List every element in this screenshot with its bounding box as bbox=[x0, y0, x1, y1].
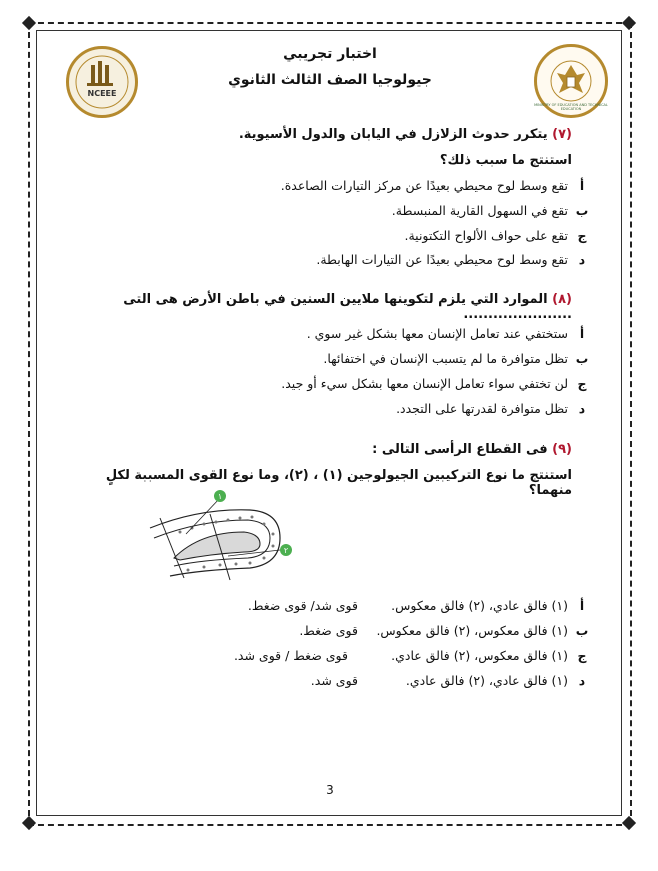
geological-cross-section-diagram bbox=[140, 488, 300, 588]
question-number: (٨) bbox=[552, 292, 572, 307]
question-number: (٩) bbox=[552, 442, 572, 457]
question-text: يتكرر حدوث الزلازل في اليابان والدول الأسيوية. bbox=[238, 127, 548, 142]
option-text: تقع وسط لوح محيطي بعيدًا عن مركز التيارات الصاعدة. bbox=[280, 178, 569, 193]
option-text: ستختفي عند تعامل الإنسان معها بشكل غير سوي . bbox=[306, 326, 569, 341]
option-letter: ب bbox=[575, 203, 589, 218]
option-text: تقع على حواف الألواح التكتونية. bbox=[404, 228, 569, 243]
option-letter: أ bbox=[579, 598, 585, 613]
question-number: (٧) bbox=[552, 127, 572, 142]
ministry-logo bbox=[534, 44, 608, 118]
option-letter: أ bbox=[579, 178, 585, 193]
option-text: (١) فالق معكوس، (٢) فالق معكوس. bbox=[376, 623, 569, 638]
option-text: تقع في السهول القارية المنبسطة. bbox=[391, 203, 569, 218]
option-letter: د bbox=[578, 252, 586, 267]
option-force: قوى ضغط. bbox=[299, 623, 358, 638]
page-border-inner bbox=[36, 30, 622, 816]
option-letter: د bbox=[578, 673, 586, 688]
option-force: قوى شد. bbox=[310, 673, 358, 688]
option-letter: د bbox=[578, 401, 586, 416]
option-letter: ج bbox=[577, 228, 587, 243]
option-row[interactable] bbox=[92, 228, 592, 243]
question-text: الموارد التي يلزم لتكوينها ملايين السنين في باطن الأرض هى التى ...................... bbox=[123, 292, 572, 322]
option-force: قوى ضغط / قوى شد. bbox=[233, 648, 348, 663]
option-text: تظل متوافرة لقدرتها على التجدد. bbox=[396, 401, 569, 416]
option-force: قوى شد/ قوى ضغط. bbox=[247, 598, 358, 613]
option-letter: ج bbox=[577, 376, 587, 391]
option-text: (١) فالق عادي، (٢) فالق معكوس. bbox=[391, 598, 569, 613]
option-text: تظل متوافرة ما لم يتسبب الإنسان في اختفائها. bbox=[323, 351, 569, 366]
question-9-sub: استنتج ما نوع التركيبين الجيولوجين (١) ، (٢)، وما نوع القوى المسببة لكلٍ منهما؟ bbox=[105, 468, 572, 498]
option-letter: ب bbox=[575, 623, 589, 638]
option-text: (١) فالق عادي، (٢) فالق عادي. bbox=[405, 673, 569, 688]
diagram-label-1: ١ bbox=[217, 492, 223, 501]
option-row[interactable] bbox=[92, 401, 592, 416]
nceee-logo-art bbox=[69, 49, 135, 115]
option-row[interactable] bbox=[92, 252, 592, 267]
page-subtitle: جيولوجيا الصف الثالث الثانوي bbox=[228, 72, 432, 88]
option-text: (١) فالق معكوس، (٢) فالق عادي. bbox=[391, 648, 569, 663]
question-text: فى القطاع الرأسى التالى : bbox=[372, 442, 548, 457]
page-number: 3 bbox=[326, 783, 334, 797]
question-9 bbox=[92, 442, 572, 457]
option-row[interactable] bbox=[92, 326, 592, 341]
option-text: تقع وسط لوح محيطي بعيدًا عن التيارات الهابطة. bbox=[316, 252, 569, 267]
option-row[interactable] bbox=[92, 178, 592, 193]
nceee-logo-text: NCEEE bbox=[87, 89, 117, 98]
option-letter: ب bbox=[575, 351, 589, 366]
page-title: اختبار تجريبي bbox=[283, 46, 377, 62]
option-row[interactable] bbox=[92, 376, 592, 391]
option-letter: أ bbox=[579, 326, 585, 341]
option-row[interactable] bbox=[92, 351, 592, 366]
option-text: لن تختفي سواء تعامل الإنسان معها بشكل سيء أو جيد. bbox=[281, 376, 569, 391]
ministry-logo-text: MINISTRY OF EDUCATION AND TECHNICAL EDUCATION bbox=[534, 103, 608, 111]
diagram-label-2: ٢ bbox=[283, 546, 289, 555]
option-row[interactable] bbox=[92, 203, 592, 218]
question-7 bbox=[92, 127, 572, 142]
question-8 bbox=[92, 292, 572, 322]
option-letter: ج bbox=[577, 648, 587, 663]
question-7-sub: استنتج ما سبب ذلك؟ bbox=[439, 153, 572, 168]
nceee-logo bbox=[66, 46, 138, 118]
